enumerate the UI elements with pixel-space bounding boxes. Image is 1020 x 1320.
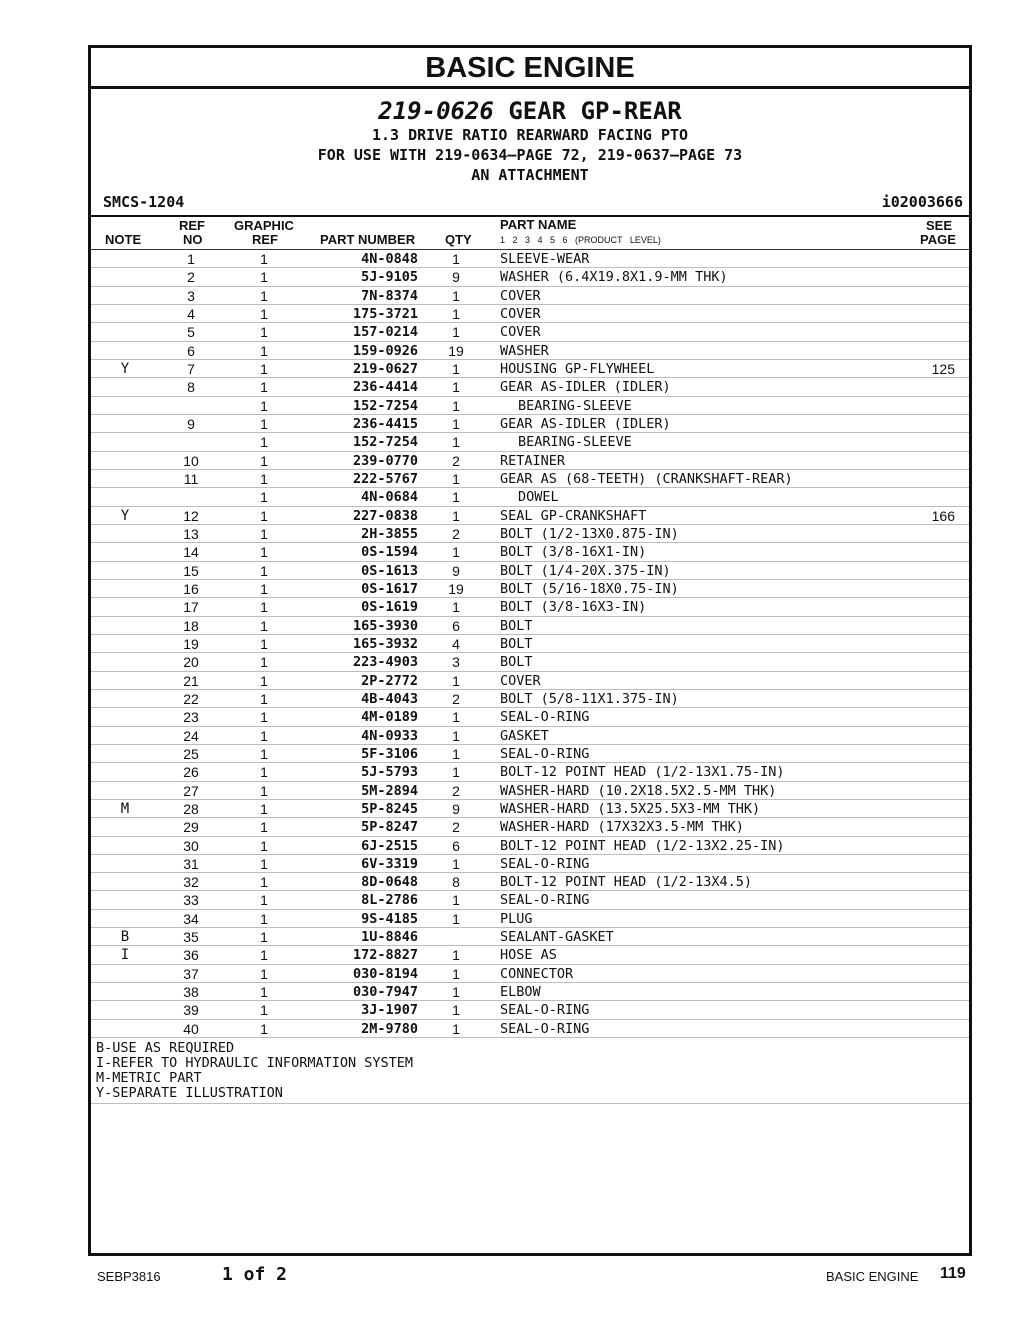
- ref-no-cell: 5: [187, 324, 195, 341]
- part-number-cell: 5J-5793: [361, 764, 418, 781]
- qty-cell: 2: [452, 782, 460, 799]
- part-number-cell: 222-5767: [352, 470, 418, 487]
- qty-cell: 1: [452, 251, 460, 267]
- header-line-1: 1.3 DRIVE RATIO REARWARD FACING PTO: [371, 126, 689, 144]
- part-name-cell: CONNECTOR: [500, 965, 574, 982]
- table-row: [91, 562, 969, 580]
- part-name-cell: SEAL-O-RING: [500, 1020, 590, 1037]
- table-row: [91, 415, 969, 433]
- footer-doc-id: SEBP3816: [97, 1269, 161, 1284]
- part-number-cell: 172-8827: [352, 947, 418, 964]
- table-row: [91, 268, 969, 286]
- qty-cell: 1: [452, 470, 460, 487]
- ref-no-cell: 23: [183, 709, 199, 726]
- graphic-ref-cell: 1: [260, 984, 268, 1001]
- table-row: [91, 763, 969, 781]
- table-row: [91, 910, 969, 928]
- part-name-cell: WASHER-HARD (17X32X3.5-MM THK): [500, 819, 744, 836]
- notes-legend: [91, 1038, 969, 1104]
- part-number-cell: 4N-0848: [361, 251, 418, 267]
- header-line-2: FOR USE WITH 219-0634—PAGE 72, 219-0637—PAGE 73: [317, 146, 743, 164]
- part-number-cell: 5F-3106: [361, 745, 418, 762]
- qty-cell: 6: [452, 617, 460, 634]
- ref-no-cell: 24: [183, 727, 199, 744]
- graphic-ref-cell: 1: [260, 874, 268, 891]
- qty-cell: 1: [452, 910, 460, 927]
- graphic-ref-cell: 1: [260, 507, 268, 524]
- qty-cell: 6: [452, 837, 460, 854]
- part-name-cell: SEAL-O-RING: [500, 745, 590, 762]
- ref-no-cell: 4: [187, 305, 195, 322]
- graphic-ref-cell: 1: [260, 855, 268, 872]
- graphic-ref-cell: 1: [260, 910, 268, 927]
- part-number-cell: 030-8194: [352, 965, 418, 982]
- graphic-ref-cell: 1: [260, 690, 268, 707]
- note-cell: Y: [120, 507, 130, 524]
- part-number-cell: 2H-3855: [361, 525, 418, 542]
- table-row: [91, 452, 969, 470]
- graphic-ref-cell: 1: [260, 672, 268, 689]
- qty-cell: 1: [452, 892, 460, 909]
- part-name-cell: BOLT-12 POINT HEAD (1/2-13X2.25-IN): [500, 837, 785, 854]
- qty-cell: 1: [452, 599, 460, 616]
- note-cell: B: [120, 929, 130, 946]
- qty-cell: 19: [448, 580, 464, 597]
- table-row: [91, 873, 969, 891]
- graphic-ref-cell: 1: [260, 434, 268, 451]
- part-number-cell: 3J-1907: [361, 1002, 418, 1019]
- ref-no-cell: 29: [183, 819, 199, 836]
- ref-no-cell: 9: [187, 415, 195, 432]
- group-name: GEAR GP-REAR: [508, 97, 682, 125]
- table-row: [91, 946, 969, 964]
- part-name-cell: WASHER (6.4X19.8X1.9-MM THK): [500, 269, 728, 286]
- ref-no-cell: 8: [187, 379, 195, 396]
- part-number-cell: 236-4414: [352, 379, 418, 396]
- part-name-cell: WASHER-HARD (10.2X18.5X2.5-MM THK): [500, 782, 777, 799]
- note-cell: I: [120, 947, 130, 964]
- part-number-cell: 165-3932: [352, 635, 418, 652]
- graphic-ref-cell: 1: [260, 709, 268, 726]
- part-number-cell: 0S-1594: [361, 544, 418, 561]
- part-number-cell: 2M-9780: [361, 1020, 418, 1037]
- qty-cell: 9: [452, 800, 460, 817]
- part-name-cell: BOLT-12 POINT HEAD (1/2-13X4.5): [500, 874, 752, 891]
- ref-no-cell: 17: [183, 599, 199, 616]
- qty-cell: 1: [452, 672, 460, 689]
- graphic-ref-cell: 1: [260, 1020, 268, 1037]
- ref-no-cell: 26: [183, 764, 199, 781]
- part-number-cell: 159-0926: [352, 342, 418, 359]
- part-name-cell: RETAINER: [500, 452, 566, 469]
- ref-no-cell: 35: [183, 929, 199, 946]
- table-row: [91, 598, 969, 616]
- part-number-cell: 219-0627: [352, 360, 418, 377]
- qty-cell: 1: [452, 379, 460, 396]
- graphic-ref-cell: 1: [260, 269, 268, 286]
- part-number-cell: 4M-0189: [361, 709, 418, 726]
- qty-cell: 1: [452, 324, 460, 341]
- ref-no-cell: 6: [187, 342, 195, 359]
- qty-cell: 1: [452, 709, 460, 726]
- qty-cell: 3: [452, 654, 460, 671]
- ref-no-cell: 34: [183, 910, 199, 927]
- part-name-cell: WASHER-HARD (13.5X25.5X3-MM THK): [500, 800, 761, 817]
- table-row: [91, 342, 969, 360]
- ref-no-cell: 37: [183, 965, 199, 982]
- table-row: [91, 397, 969, 415]
- table-row: [91, 1020, 969, 1038]
- col-graphic-top: GRAPHIC: [234, 218, 294, 233]
- graphic-ref-cell: 1: [260, 635, 268, 652]
- illustration-id: i02003666: [881, 193, 963, 211]
- part-number-cell: 7N-8374: [361, 287, 418, 304]
- part-name-cell: BEARING-SLEEVE: [518, 434, 632, 451]
- table-row: [91, 782, 969, 800]
- table-row: [91, 837, 969, 855]
- table-row: [91, 635, 969, 653]
- ref-no-cell: 16: [183, 580, 199, 597]
- part-number-cell: 0S-1617: [361, 580, 418, 597]
- smcs-code: SMCS-1204: [103, 193, 185, 211]
- part-name-cell: COVER: [500, 287, 541, 304]
- part-number-cell: 175-3721: [352, 305, 418, 322]
- table-row: [91, 708, 969, 726]
- part-name-cell: COVER: [500, 672, 541, 689]
- part-name-cell: BOLT (3/8-16X1-IN): [500, 544, 647, 561]
- graphic-ref-cell: 1: [260, 819, 268, 836]
- table-row: [91, 855, 969, 873]
- graphic-ref-cell: 1: [260, 599, 268, 616]
- graphic-ref-cell: 1: [260, 525, 268, 542]
- table-row: [91, 727, 969, 745]
- note-cell: M: [120, 800, 130, 817]
- col-ref-top: REF: [179, 218, 205, 233]
- graphic-ref-cell: 1: [260, 562, 268, 579]
- header-line-3: AN ATTACHMENT: [471, 166, 589, 184]
- graphic-ref-cell: 1: [260, 800, 268, 817]
- table-row: [91, 378, 969, 396]
- footer-section: BASIC ENGINE: [826, 1269, 919, 1284]
- ref-no-cell: 27: [183, 782, 199, 799]
- qty-cell: 1: [452, 855, 460, 872]
- footer-page-number: 119: [940, 1265, 966, 1282]
- ref-no-cell: 10: [183, 452, 199, 469]
- part-name-cell: DOWEL: [518, 489, 559, 506]
- part-number-cell: 5P-8247: [361, 819, 418, 836]
- see-page-cell: 125: [931, 360, 955, 377]
- note-line: Y-SEPARATE ILLUSTRATION: [96, 1085, 283, 1102]
- graphic-ref-cell: 1: [260, 287, 268, 304]
- part-name-cell: SEALANT-GASKET: [500, 929, 614, 946]
- graphic-ref-cell: 1: [260, 324, 268, 341]
- qty-cell: 1: [452, 360, 460, 377]
- part-number-cell: 165-3930: [352, 617, 418, 634]
- qty-cell: 4: [452, 635, 460, 652]
- part-number-cell: 0S-1619: [361, 599, 418, 616]
- ref-no-cell: 15: [183, 562, 199, 579]
- ref-no-cell: 32: [183, 874, 199, 891]
- part-name-cell: COVER: [500, 305, 541, 322]
- part-name-cell: BOLT: [500, 654, 533, 671]
- part-number-cell: 6V-3319: [361, 855, 418, 872]
- table-row: [91, 891, 969, 909]
- qty-cell: 2: [452, 452, 460, 469]
- table-row: [91, 965, 969, 983]
- ref-no-cell: 31: [183, 855, 199, 872]
- graphic-ref-cell: 1: [260, 965, 268, 982]
- ref-no-cell: 21: [183, 672, 199, 689]
- table-row: [91, 1001, 969, 1019]
- col-graphic-bottom: REF: [252, 232, 278, 247]
- note-cell: Y: [120, 360, 130, 377]
- part-number-cell: 8D-0648: [361, 874, 418, 891]
- part-name-cell: SEAL-O-RING: [500, 1002, 590, 1019]
- part-number-cell: 5M-2894: [361, 782, 418, 799]
- part-number-cell: 5J-9105: [361, 269, 418, 286]
- part-name-cell: GASKET: [500, 727, 549, 744]
- smcs-row: [91, 189, 969, 215]
- ref-no-cell: 13: [183, 525, 199, 542]
- part-name-cell: PLUG: [500, 910, 533, 927]
- qty-cell: 9: [452, 269, 460, 286]
- part-number-cell: 227-0838: [352, 507, 418, 524]
- table-row: [91, 488, 969, 506]
- part-number-cell: 152-7254: [352, 434, 418, 451]
- ref-no-cell: 2: [187, 269, 195, 286]
- graphic-ref-cell: 1: [260, 360, 268, 377]
- section-title: BASIC ENGINE: [91, 48, 969, 89]
- part-name-cell: BOLT-12 POINT HEAD (1/2-13X1.75-IN): [500, 764, 785, 781]
- qty-cell: 1: [452, 727, 460, 744]
- ref-no-cell: 1: [187, 251, 195, 267]
- part-number-cell: 5P-8245: [361, 800, 418, 817]
- group-part-number: 219-0626: [378, 97, 494, 125]
- part-name-cell: SEAL-O-RING: [500, 892, 590, 909]
- ref-no-cell: 38: [183, 984, 199, 1001]
- col-qty: QTY: [445, 232, 472, 247]
- qty-cell: 9: [452, 562, 460, 579]
- part-number-cell: 2P-2772: [361, 672, 418, 689]
- graphic-ref-cell: 1: [260, 745, 268, 762]
- graphic-ref-cell: 1: [260, 837, 268, 854]
- table-row: [91, 250, 969, 268]
- part-name-cell: WASHER: [500, 342, 549, 359]
- part-number-cell: 4B-4043: [361, 690, 418, 707]
- part-name-cell: BOLT: [500, 617, 533, 634]
- part-number-cell: 157-0214: [352, 324, 418, 341]
- ref-no-cell: 33: [183, 892, 199, 909]
- part-number-cell: 8L-2786: [361, 892, 418, 909]
- col-see-bottom: PAGE: [920, 232, 956, 247]
- page-frame: [88, 45, 972, 1256]
- ref-no-cell: 30: [183, 837, 199, 854]
- graphic-ref-cell: 1: [260, 727, 268, 744]
- table-row: [91, 928, 969, 946]
- table-row: [91, 507, 969, 525]
- qty-cell: 1: [452, 434, 460, 451]
- footer-page-of: 1 of 2: [222, 1264, 288, 1285]
- graphic-ref-cell: 1: [260, 489, 268, 506]
- note-line: M-METRIC PART: [96, 1070, 202, 1087]
- col-see-top: SEE: [926, 218, 953, 233]
- part-number-cell: 152-7254: [352, 397, 418, 414]
- graphic-ref-cell: 1: [260, 580, 268, 597]
- ref-no-cell: 18: [183, 617, 199, 634]
- table-row: [91, 323, 969, 341]
- part-name-cell: SEAL-O-RING: [500, 709, 590, 726]
- table-row: [91, 525, 969, 543]
- graphic-ref-cell: 1: [260, 379, 268, 396]
- table-row: [91, 433, 969, 451]
- table-row: [91, 983, 969, 1001]
- part-number-cell: 030-7947: [352, 984, 418, 1001]
- part-number-cell: 9S-4185: [361, 910, 418, 927]
- part-name-cell: BEARING-SLEEVE: [518, 397, 632, 414]
- col-part-number: PART NUMBER: [320, 232, 416, 247]
- qty-cell: 19: [448, 342, 464, 359]
- table-row: [91, 617, 969, 635]
- qty-cell: 1: [452, 947, 460, 964]
- col-ref-bottom: NO: [183, 232, 203, 247]
- ref-no-cell: 14: [183, 544, 199, 561]
- graphic-ref-cell: 1: [260, 305, 268, 322]
- qty-cell: 1: [452, 507, 460, 524]
- graphic-ref-cell: 1: [260, 764, 268, 781]
- part-number-cell: 4N-0933: [361, 727, 418, 744]
- table-row: [91, 543, 969, 561]
- part-name-cell: SEAL-O-RING: [500, 855, 590, 872]
- part-name-cell: GEAR AS (68-TEETH) (CRANKSHAFT-REAR): [500, 470, 793, 487]
- part-name-cell: HOUSING GP-FLYWHEEL: [500, 360, 655, 377]
- qty-cell: 1: [452, 287, 460, 304]
- graphic-ref-cell: 1: [260, 452, 268, 469]
- part-name-cell: BOLT: [500, 635, 533, 652]
- graphic-ref-cell: 1: [260, 544, 268, 561]
- graphic-ref-cell: 1: [260, 251, 268, 267]
- table-row: [91, 470, 969, 488]
- qty-cell: 1: [452, 489, 460, 506]
- page-footer: [0, 1262, 1020, 1292]
- part-number-cell: 6J-2515: [361, 837, 418, 854]
- part-name-cell: ELBOW: [500, 984, 541, 1001]
- group-header: [91, 97, 969, 185]
- part-name-cell: GEAR AS-IDLER (IDLER): [500, 415, 671, 432]
- qty-cell: 1: [452, 965, 460, 982]
- graphic-ref-cell: 1: [260, 397, 268, 414]
- part-number-cell: 4N-0684: [361, 489, 418, 506]
- col-note: NOTE: [105, 232, 142, 247]
- graphic-ref-cell: 1: [260, 415, 268, 432]
- part-name-cell: GEAR AS-IDLER (IDLER): [500, 379, 671, 396]
- part-number-cell: 236-4415: [352, 415, 418, 432]
- note-line: I-REFER TO HYDRAULIC INFORMATION SYSTEM: [96, 1055, 413, 1072]
- qty-cell: 1: [452, 984, 460, 1001]
- ref-no-cell: 22: [183, 690, 199, 707]
- part-number-cell: 239-0770: [352, 452, 418, 469]
- table-row: [91, 360, 969, 378]
- part-name-cell: HOSE AS: [500, 947, 557, 964]
- qty-cell: 1: [452, 1020, 460, 1037]
- ref-no-cell: 28: [183, 800, 199, 817]
- graphic-ref-cell: 1: [260, 892, 268, 909]
- graphic-ref-cell: 1: [260, 470, 268, 487]
- ref-no-cell: 3: [187, 287, 195, 304]
- parts-table: [91, 250, 969, 1038]
- table-row: [91, 653, 969, 671]
- table-row: [91, 580, 969, 598]
- table-row: [91, 287, 969, 305]
- column-headers: [91, 215, 969, 250]
- ref-no-cell: 40: [183, 1020, 199, 1037]
- col-part-name: PART NAME: [500, 217, 577, 232]
- ref-no-cell: 25: [183, 745, 199, 762]
- part-name-cell: BOLT (3/8-16X3-IN): [500, 599, 647, 616]
- qty-cell: 1: [452, 305, 460, 322]
- table-row: [91, 690, 969, 708]
- graphic-ref-cell: 1: [260, 947, 268, 964]
- ref-no-cell: 20: [183, 654, 199, 671]
- ref-no-cell: 39: [183, 1002, 199, 1019]
- graphic-ref-cell: 1: [260, 617, 268, 634]
- part-name-cell: BOLT (5/16-18X0.75-IN): [500, 580, 679, 597]
- qty-cell: 2: [452, 819, 460, 836]
- col-product-levels: 1 2 3 4 5 6 (PRODUCT LEVEL): [500, 235, 661, 245]
- qty-cell: 1: [452, 415, 460, 432]
- table-row: [91, 745, 969, 763]
- part-name-cell: BOLT (5/8-11X1.375-IN): [500, 690, 679, 707]
- table-row: [91, 672, 969, 690]
- qty-cell: 2: [452, 525, 460, 542]
- part-name-cell: BOLT (1/4-20X.375-IN): [500, 562, 671, 579]
- ref-no-cell: 36: [183, 947, 199, 964]
- qty-cell: 1: [452, 397, 460, 414]
- qty-cell: 8: [452, 874, 460, 891]
- ref-no-cell: 11: [183, 470, 199, 487]
- part-name-cell: BOLT (1/2-13X0.875-IN): [500, 525, 679, 542]
- part-name-cell: COVER: [500, 324, 541, 341]
- part-name-cell: SEAL GP-CRANKSHAFT: [500, 507, 647, 524]
- ref-no-cell: 7: [187, 360, 195, 377]
- ref-no-cell: 12: [183, 507, 199, 524]
- qty-cell: 2: [452, 690, 460, 707]
- graphic-ref-cell: 1: [260, 654, 268, 671]
- graphic-ref-cell: 1: [260, 782, 268, 799]
- qty-cell: 1: [452, 764, 460, 781]
- part-name-cell: SLEEVE-WEAR: [500, 251, 590, 267]
- part-number-cell: 1U-8846: [361, 929, 418, 946]
- table-row: [91, 800, 969, 818]
- part-number-cell: 0S-1613: [361, 562, 418, 579]
- table-row: [91, 305, 969, 323]
- graphic-ref-cell: 1: [260, 1002, 268, 1019]
- qty-cell: 1: [452, 544, 460, 561]
- graphic-ref-cell: 1: [260, 342, 268, 359]
- group-title: [91, 97, 969, 125]
- graphic-ref-cell: 1: [260, 929, 268, 946]
- ref-no-cell: 19: [183, 635, 199, 652]
- qty-cell: 1: [452, 745, 460, 762]
- see-page-cell: 166: [931, 507, 955, 524]
- table-row: [91, 818, 969, 836]
- qty-cell: 1: [452, 1002, 460, 1019]
- note-line: B-USE AS REQUIRED: [96, 1040, 235, 1057]
- part-number-cell: 223-4903: [352, 654, 418, 671]
